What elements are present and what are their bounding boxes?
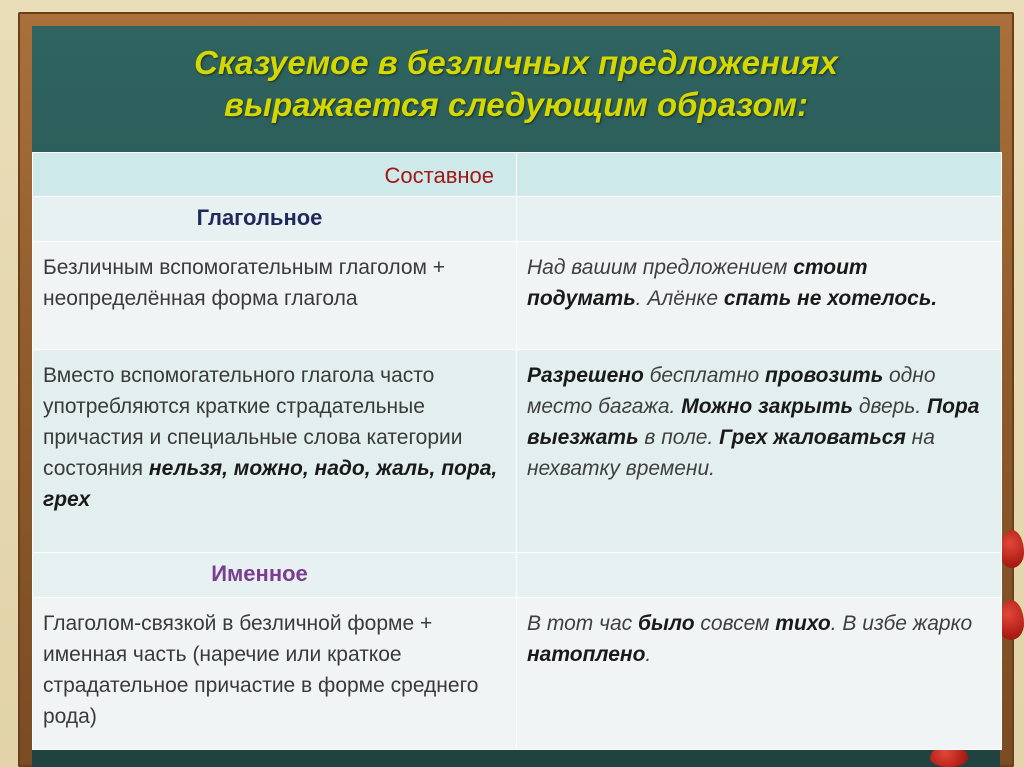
row1-left-text: Безличным вспомогательным глаголом + неопределённая форма глагола bbox=[43, 256, 446, 310]
table-row bbox=[33, 598, 1002, 750]
table-row bbox=[33, 242, 1002, 350]
header-compound-label: Составное bbox=[384, 163, 494, 188]
plain-text: В тот час bbox=[527, 612, 638, 635]
table-row bbox=[33, 350, 1002, 553]
title-line-2: выражается следующим образом: bbox=[223, 86, 809, 123]
table-header-row bbox=[33, 153, 1002, 197]
section-verbal-label: Глагольное bbox=[196, 205, 323, 230]
plain-text: . В избе жарко bbox=[830, 612, 973, 635]
plain-text: совсем bbox=[694, 612, 776, 635]
plain-text: Вместо вспомогательного глагола часто употребляются краткие страдательные причастия и специальные слова категории состояния bbox=[43, 364, 463, 480]
emphasized-text: Грех жаловаться bbox=[719, 426, 906, 449]
section-row-nominal bbox=[33, 553, 1002, 598]
row2-right-text bbox=[517, 350, 1001, 492]
emphasized-text: Пора выезжать bbox=[527, 395, 980, 449]
plain-text: дверь. bbox=[853, 395, 928, 418]
emphasized-text: спать не хотелось. bbox=[723, 287, 938, 310]
emphasized-text: тихо bbox=[775, 612, 831, 635]
header-cell-empty bbox=[517, 153, 1002, 197]
slide-title bbox=[32, 42, 1000, 126]
emphasized-text: нельзя, можно, надо, жаль, пора, грех bbox=[43, 457, 498, 511]
emphasized-text: Разрешено bbox=[527, 364, 644, 387]
section-cell-nominal bbox=[33, 553, 517, 598]
row1-right-text bbox=[517, 242, 1001, 322]
emphasized-text: провозить bbox=[765, 364, 884, 387]
flower-petal-decoration bbox=[1000, 530, 1024, 568]
section-nominal-label: Именное bbox=[211, 561, 308, 586]
title-line-1: Сказуемое в безличных предложениях bbox=[194, 44, 838, 81]
section-row-verbal bbox=[33, 197, 1002, 242]
emphasized-text: стоит подумать bbox=[527, 256, 868, 310]
emphasized-text: было bbox=[638, 612, 695, 635]
plain-text: одно место багажа. bbox=[527, 364, 936, 418]
row1-example bbox=[517, 242, 1002, 350]
row2-left-text bbox=[33, 350, 516, 523]
plain-text: в поле. bbox=[638, 426, 720, 449]
plain-text: . bbox=[645, 643, 652, 666]
section-cell-empty bbox=[517, 197, 1002, 242]
row2-example bbox=[517, 350, 1002, 553]
plain-text: . Алёнке bbox=[635, 287, 724, 310]
row3-left-text: Глаголом-связкой в безличной форме + именная часть (наречие или краткое страдательное причастие в форме среднего рода) bbox=[43, 612, 479, 728]
header-cell-compound bbox=[33, 153, 517, 197]
plain-text: Над вашим предложением bbox=[527, 256, 794, 279]
row3-example bbox=[517, 598, 1002, 750]
emphasized-text: Можно закрыть bbox=[681, 395, 853, 418]
emphasized-text: натоплено bbox=[527, 643, 646, 666]
row1-description bbox=[33, 242, 517, 350]
plain-text: бесплатно bbox=[643, 364, 766, 387]
plain-text: на нехватку времени. bbox=[527, 426, 935, 480]
predicate-table bbox=[32, 152, 1002, 750]
section-cell-verbal bbox=[33, 197, 517, 242]
row3-description bbox=[33, 598, 517, 750]
section-cell-empty bbox=[517, 553, 1002, 598]
row2-description bbox=[33, 350, 517, 553]
row3-right-text bbox=[517, 598, 1001, 678]
